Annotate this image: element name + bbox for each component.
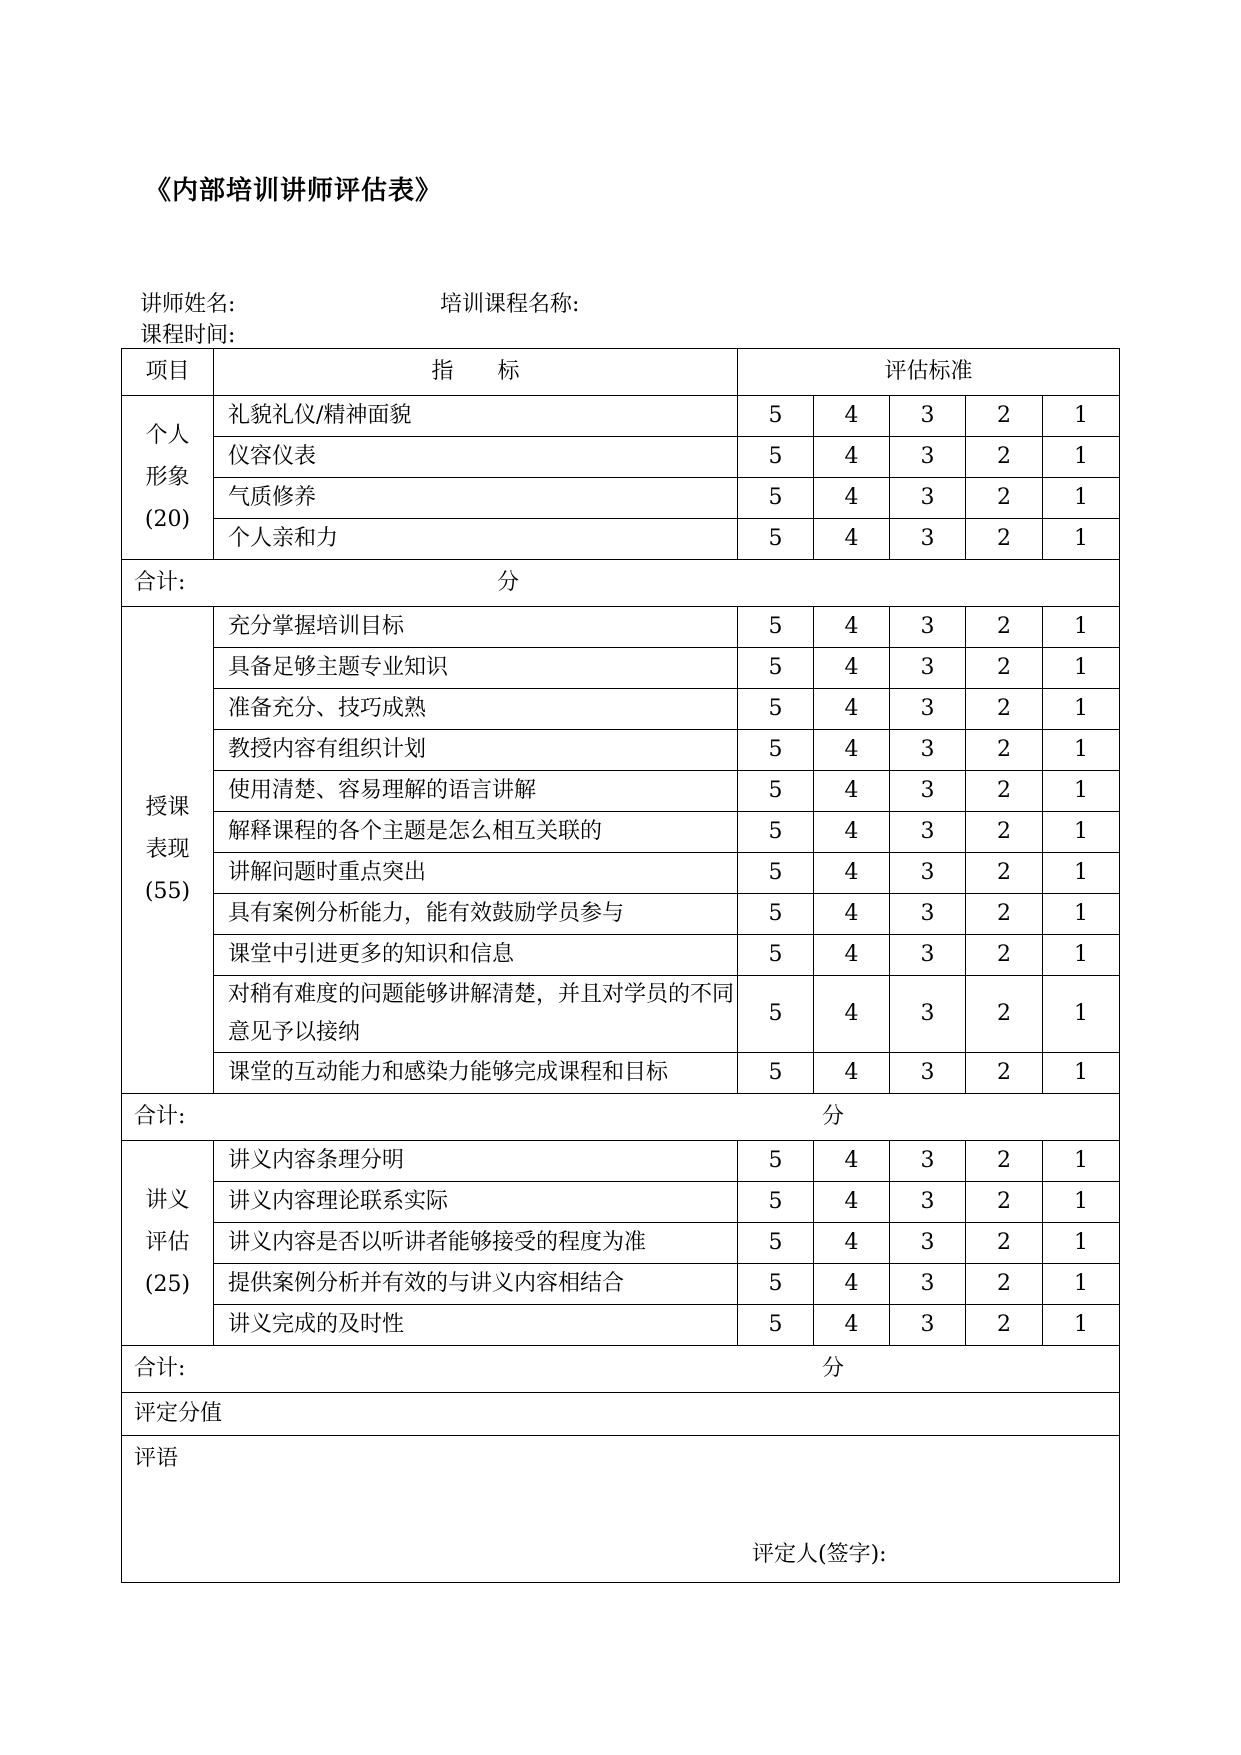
score-option[interactable]: 3 [890, 478, 966, 519]
score-option[interactable]: 4 [814, 607, 890, 648]
score-option[interactable]: 2 [966, 689, 1043, 730]
score-option[interactable]: 1 [1043, 519, 1120, 560]
category-label: (20) [144, 506, 191, 532]
score-option[interactable]: 4 [814, 478, 890, 519]
score-option[interactable]: 2 [966, 935, 1043, 976]
score-option[interactable]: 3 [890, 730, 966, 771]
score-option[interactable]: 3 [890, 1223, 966, 1264]
indicator-cell: 仪容仪表 [214, 437, 738, 478]
indicator-cell: 具有案例分析能力，能有效鼓励学员参与 [214, 894, 738, 935]
score-option[interactable]: 2 [966, 894, 1043, 935]
score-option[interactable]: 2 [966, 812, 1043, 853]
category-label: 授课 [145, 795, 190, 820]
score-option[interactable]: 4 [814, 730, 890, 771]
score-option[interactable]: 3 [890, 519, 966, 560]
points-unit: 分 [822, 1355, 845, 1381]
score-option[interactable]: 1 [1043, 478, 1120, 519]
table-row [122, 1053, 1120, 1094]
table-row [122, 1141, 1120, 1182]
score-option[interactable]: 1 [1043, 771, 1120, 812]
table-row [122, 437, 1120, 478]
score-option[interactable]: 2 [966, 853, 1043, 894]
indicator-cell: 个人亲和力 [214, 519, 738, 560]
score-option[interactable]: 4 [814, 812, 890, 853]
score-option[interactable]: 4 [814, 935, 890, 976]
indicator-cell: 礼貌礼仪/精神面貌 [214, 396, 738, 437]
score-option[interactable]: 1 [1043, 607, 1120, 648]
page-title: 《内部培训讲师评估表》 [145, 176, 443, 206]
score-option[interactable]: 2 [966, 1223, 1043, 1264]
score-option[interactable]: 4 [814, 396, 890, 437]
score-option[interactable]: 2 [966, 478, 1043, 519]
total-row [122, 1346, 1120, 1393]
score-option[interactable]: 2 [966, 771, 1043, 812]
score-option[interactable]: 3 [890, 1264, 966, 1305]
score-option[interactable]: 1 [1043, 437, 1120, 478]
total-row [122, 560, 1120, 607]
score-option[interactable]: 5 [738, 1141, 814, 1182]
lecturer-name-label: 讲师姓名: [140, 292, 236, 317]
total-label: 合计: [134, 569, 186, 595]
score-option[interactable]: 4 [814, 771, 890, 812]
points-unit: 分 [497, 569, 520, 595]
score-option[interactable]: 3 [890, 853, 966, 894]
total-cell [122, 1094, 1120, 1141]
total-cell [122, 560, 1120, 607]
table-row [122, 853, 1120, 894]
comment-label: 评语 [134, 1446, 179, 1471]
score-option[interactable]: 5 [738, 812, 814, 853]
table-row [122, 894, 1120, 935]
score-option[interactable]: 2 [966, 519, 1043, 560]
score-option[interactable]: 4 [814, 976, 890, 1053]
score-option[interactable]: 1 [1043, 1141, 1120, 1182]
indicator-cell: 讲义内容理论联系实际 [214, 1182, 738, 1223]
score-option[interactable]: 3 [890, 1053, 966, 1094]
score-option[interactable]: 4 [814, 1223, 890, 1264]
score-option[interactable]: 3 [890, 894, 966, 935]
table-row [122, 689, 1120, 730]
course-name-label: 培训课程名称: [440, 292, 580, 317]
score-option[interactable]: 4 [814, 1264, 890, 1305]
final-score-label: 评定分值 [122, 1393, 1120, 1436]
table-row [122, 1305, 1120, 1346]
score-option[interactable]: 5 [738, 976, 814, 1053]
score-option[interactable]: 1 [1043, 396, 1120, 437]
table-body [122, 349, 1120, 1583]
score-option[interactable]: 4 [814, 1182, 890, 1223]
score-option[interactable]: 1 [1043, 812, 1120, 853]
indicator-cell: 课堂中引进更多的知识和信息 [214, 935, 738, 976]
score-option[interactable]: 3 [890, 1182, 966, 1223]
score-option[interactable]: 5 [738, 771, 814, 812]
score-option[interactable]: 5 [738, 437, 814, 478]
indicator-cell: 讲义内容条理分明 [214, 1141, 738, 1182]
score-option[interactable]: 5 [738, 519, 814, 560]
indicator-cell: 气质修养 [214, 478, 738, 519]
score-option[interactable]: 3 [890, 396, 966, 437]
score-option[interactable]: 3 [890, 771, 966, 812]
score-option[interactable]: 5 [738, 853, 814, 894]
table-row [122, 1264, 1120, 1305]
indicator-cell: 准备充分、技巧成熟 [214, 689, 738, 730]
score-option[interactable]: 3 [890, 812, 966, 853]
score-option[interactable]: 4 [814, 437, 890, 478]
evaluation-table [121, 348, 1120, 1583]
score-option[interactable]: 4 [814, 1141, 890, 1182]
category-label: 个人 [145, 422, 190, 448]
indicator-cell: 提供案例分析并有效的与讲义内容相结合 [214, 1264, 738, 1305]
category-label: 讲义 [145, 1188, 190, 1213]
score-option[interactable]: 2 [966, 1305, 1043, 1346]
signature-label: 评定人(签字): [752, 1542, 887, 1567]
score-option[interactable]: 4 [814, 519, 890, 560]
score-option[interactable]: 4 [814, 648, 890, 689]
category-label: 评估 [145, 1230, 190, 1255]
category-label: 形象 [145, 464, 190, 490]
category-label: (25) [144, 1272, 191, 1297]
score-option[interactable]: 2 [966, 648, 1043, 689]
score-option[interactable]: 5 [738, 607, 814, 648]
indicator-cell: 讲义内容是否以听讲者能够接受的程度为准 [214, 1223, 738, 1264]
score-option[interactable]: 4 [814, 1305, 890, 1346]
indicator-cell: 对稍有难度的问题能够讲解清楚，并且对学员的不同意见予以接纳 [214, 976, 738, 1053]
score-option[interactable]: 3 [890, 976, 966, 1053]
score-option[interactable]: 1 [1043, 894, 1120, 935]
category-label: 表现 [145, 837, 190, 862]
table-row [122, 478, 1120, 519]
score-option[interactable]: 3 [890, 437, 966, 478]
score-option[interactable]: 2 [966, 1182, 1043, 1223]
indicator-cell: 使用清楚、容易理解的语言讲解 [214, 771, 738, 812]
table-row [122, 519, 1120, 560]
score-option[interactable]: 2 [966, 1264, 1043, 1305]
score-option[interactable]: 1 [1043, 689, 1120, 730]
score-option[interactable]: 1 [1043, 1182, 1120, 1223]
score-option[interactable]: 2 [966, 976, 1043, 1053]
indicator-cell: 充分掌握培训目标 [214, 607, 738, 648]
score-option[interactable]: 5 [738, 1223, 814, 1264]
score-option[interactable]: 5 [738, 730, 814, 771]
course-time-label: 课程时间: [140, 323, 236, 348]
score-option[interactable]: 2 [966, 730, 1043, 771]
score-option[interactable]: 2 [966, 1141, 1043, 1182]
total-cell [122, 1346, 1120, 1393]
score-option[interactable]: 3 [890, 1141, 966, 1182]
table-row [122, 730, 1120, 771]
score-option[interactable]: 4 [814, 853, 890, 894]
score-option[interactable]: 3 [890, 1305, 966, 1346]
score-option[interactable]: 4 [814, 894, 890, 935]
category-cell [122, 396, 214, 560]
score-option[interactable]: 1 [1043, 648, 1120, 689]
table-row [122, 396, 1120, 437]
table-row [122, 607, 1120, 648]
score-option[interactable]: 2 [966, 396, 1043, 437]
table-row [122, 812, 1120, 853]
score-option[interactable]: 1 [1043, 1053, 1120, 1094]
score-option[interactable]: 1 [1043, 935, 1120, 976]
header-indicator: 指 标 [214, 349, 738, 396]
score-option[interactable]: 5 [738, 1264, 814, 1305]
indicator-cell: 讲解问题时重点突出 [214, 853, 738, 894]
score-option[interactable]: 2 [966, 607, 1043, 648]
table-row [122, 771, 1120, 812]
category-label: (55) [144, 879, 191, 904]
total-label: 合计: [134, 1355, 186, 1381]
score-option[interactable]: 3 [890, 689, 966, 730]
score-option[interactable]: 1 [1043, 1223, 1120, 1264]
category-cell [122, 607, 214, 1094]
indicator-cell: 教授内容有组织计划 [214, 730, 738, 771]
table-header-row [122, 349, 1120, 396]
score-option[interactable]: 5 [738, 648, 814, 689]
score-option[interactable]: 1 [1043, 730, 1120, 771]
indicator-cell: 具备足够主题专业知识 [214, 648, 738, 689]
score-option[interactable]: 3 [890, 935, 966, 976]
score-option[interactable]: 1 [1043, 1264, 1120, 1305]
comment-cell[interactable] [122, 1436, 1120, 1583]
final-score-row [122, 1393, 1120, 1436]
score-option[interactable]: 1 [1043, 1305, 1120, 1346]
table-row [122, 976, 1120, 1053]
comment-row [122, 1436, 1120, 1583]
indicator-cell: 讲义完成的及时性 [214, 1305, 738, 1346]
score-option[interactable]: 5 [738, 1182, 814, 1223]
indicator-cell: 课堂的互动能力和感染力能够完成课程和目标 [214, 1053, 738, 1094]
points-unit: 分 [822, 1103, 845, 1129]
score-option[interactable]: 2 [966, 437, 1043, 478]
score-option[interactable]: 5 [738, 478, 814, 519]
score-option[interactable]: 5 [738, 935, 814, 976]
table-row [122, 1223, 1120, 1264]
score-option[interactable]: 5 [738, 689, 814, 730]
score-option[interactable]: 4 [814, 1053, 890, 1094]
table-row [122, 935, 1120, 976]
indicator-cell: 解释课程的各个主题是怎么相互关联的 [214, 812, 738, 853]
total-label: 合计: [134, 1103, 186, 1129]
table-row [122, 648, 1120, 689]
score-option[interactable]: 2 [966, 1053, 1043, 1094]
score-option[interactable]: 3 [890, 648, 966, 689]
category-cell [122, 1141, 214, 1346]
score-option[interactable]: 5 [738, 894, 814, 935]
score-option[interactable]: 5 [738, 396, 814, 437]
score-option[interactable]: 4 [814, 689, 890, 730]
score-option[interactable]: 3 [890, 607, 966, 648]
header-item: 项目 [122, 349, 214, 396]
table-row [122, 1182, 1120, 1223]
score-option[interactable]: 1 [1043, 853, 1120, 894]
score-option[interactable]: 5 [738, 1305, 814, 1346]
score-option[interactable]: 1 [1043, 976, 1120, 1053]
header-standard: 评估标准 [738, 349, 1120, 396]
total-row [122, 1094, 1120, 1141]
score-option[interactable]: 5 [738, 1053, 814, 1094]
